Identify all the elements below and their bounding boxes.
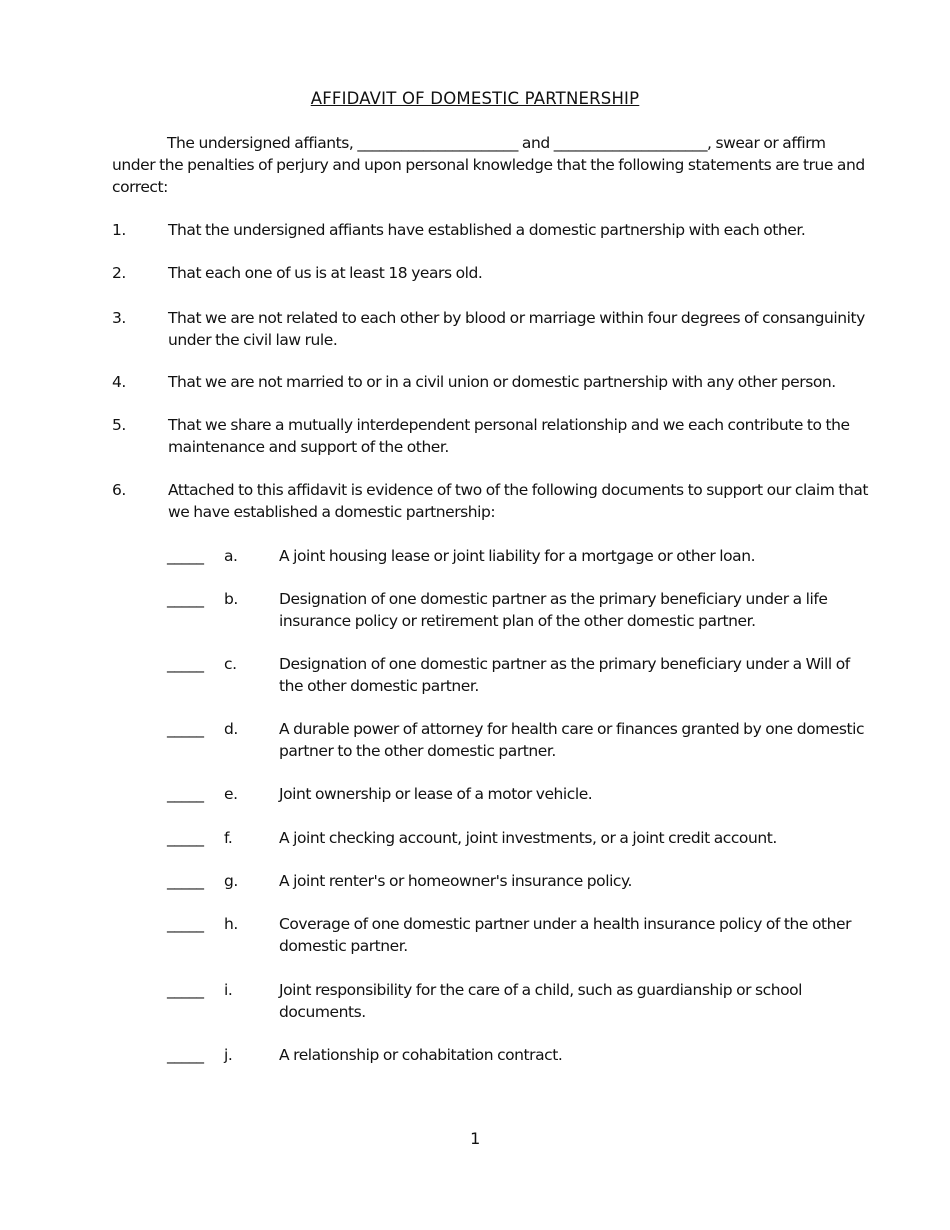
- option-text: Joint responsibility for the care of a child, such as guardianship or school documents.: [279, 981, 803, 1021]
- option-letter: a.: [224, 547, 238, 565]
- option-text: A joint renter's or homeowner's insurance policy.: [279, 872, 632, 890]
- checkmark-blank: _____: [167, 590, 204, 608]
- item-number: 6.: [112, 481, 126, 499]
- checkmark-blank: _____: [167, 872, 204, 890]
- option-letter: b.: [224, 590, 238, 608]
- option-text: Coverage of one domestic partner under a health insurance policy of the other domestic partner.: [279, 915, 852, 955]
- affiant-1-blank: ______________________: [357, 134, 518, 152]
- checkmark-blank: _____: [167, 915, 204, 933]
- intro-text-start: The undersigned affiants,: [167, 134, 358, 152]
- checkmark-blank: _____: [167, 785, 204, 803]
- option-text: Joint ownership or lease of a motor vehicle.: [279, 785, 593, 803]
- option-text: A durable power of attorney for health care or finances granted by one domestic partner to the other domestic partner.: [279, 720, 865, 760]
- option-text: Designation of one domestic partner as the primary beneficiary under a life insurance policy or retirement plan of the other domestic partner.: [279, 590, 828, 630]
- statement-item: [112, 219, 872, 241]
- intro-text-end: , swear or affirm under the penalties of perjury and upon personal knowledge that the following statements are true and correct:: [112, 134, 865, 196]
- option-letter: i.: [224, 981, 233, 999]
- item-number: 5.: [112, 416, 126, 434]
- document-option: [167, 1044, 872, 1066]
- item-text: That we share a mutually interdependent personal relationship and we each contribute to the maintenance and support of the other.: [168, 416, 850, 456]
- document-option: [167, 913, 872, 957]
- item-number: 1.: [112, 221, 126, 239]
- checkmark-blank: _____: [167, 547, 204, 565]
- checkmark-blank: _____: [167, 655, 204, 673]
- option-letter: c.: [224, 655, 237, 673]
- checkmark-blank: _____: [167, 829, 204, 847]
- document-option: [167, 588, 872, 632]
- item-number: 2.: [112, 264, 126, 282]
- statement-item: [112, 414, 872, 458]
- option-text: Designation of one domestic partner as the primary beneficiary under a Will of the other domestic partner.: [279, 655, 850, 695]
- item-text: That we are not married to or in a civil union or domestic partnership with any other person.: [168, 373, 836, 391]
- option-text: A relationship or cohabitation contract.: [279, 1046, 563, 1064]
- option-letter: j.: [224, 1046, 233, 1064]
- option-letter: h.: [224, 915, 238, 933]
- checkmark-blank: _____: [167, 981, 204, 999]
- statement-item: [112, 262, 872, 284]
- checkmark-blank: _____: [167, 1046, 204, 1064]
- document-option: [167, 718, 872, 762]
- document-option: [167, 783, 872, 805]
- item-text: That the undersigned affiants have established a domestic partnership with each other.: [168, 221, 806, 239]
- item-text: That each one of us is at least 18 years old.: [168, 264, 483, 282]
- option-letter: d.: [224, 720, 238, 738]
- checkmark-blank: _____: [167, 720, 204, 738]
- item-number: 3.: [112, 309, 126, 327]
- item-text: That we are not related to each other by blood or marriage within four degrees of consanguinity under the civil law rule.: [168, 309, 865, 349]
- option-letter: f.: [224, 829, 233, 847]
- document-option: [167, 827, 872, 849]
- statement-item: [112, 479, 872, 523]
- option-letter: e.: [224, 785, 238, 803]
- statement-item: [112, 371, 872, 393]
- option-text: A joint checking account, joint investments, or a joint credit account.: [279, 829, 777, 847]
- page-number: 1: [470, 1129, 480, 1148]
- option-text: A joint housing lease or joint liability for a mortgage or other loan.: [279, 547, 756, 565]
- document-option: [167, 870, 872, 892]
- item-number: 4.: [112, 373, 126, 391]
- option-letter: g.: [224, 872, 238, 890]
- affiant-2-blank: _____________________: [553, 134, 708, 152]
- item-text: Attached to this affidavit is evidence of two of the following documents to support our claim that we have established a domestic partnership:: [168, 481, 869, 521]
- document-option: [167, 653, 872, 697]
- statement-item: [112, 307, 872, 351]
- document-title: AFFIDAVIT OF DOMESTIC PARTNERSHIP: [310, 89, 640, 108]
- document-option: [167, 979, 872, 1023]
- intro-paragraph: [112, 132, 872, 198]
- intro-and: and: [517, 134, 554, 152]
- document-option: [167, 545, 872, 567]
